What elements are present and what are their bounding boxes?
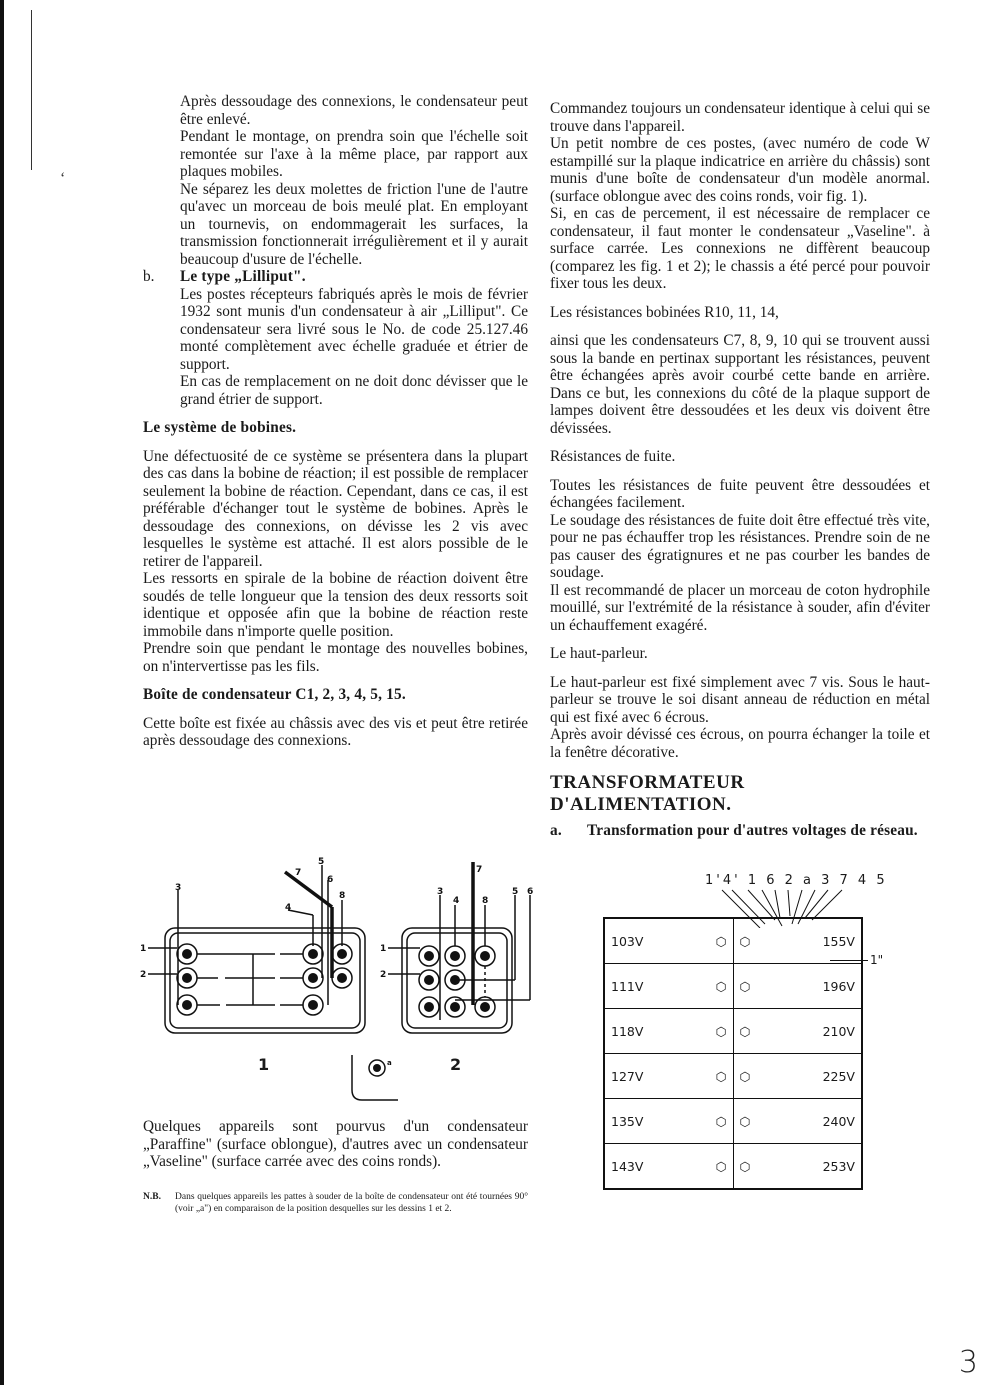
figure-caption: 1 xyxy=(258,1055,270,1074)
voltage-label: 240V xyxy=(822,1113,855,1129)
svg-text:8: 8 xyxy=(339,891,346,901)
terminal-plate-icon: ⬡ xyxy=(739,1023,751,1039)
item-a xyxy=(550,822,930,840)
paragraph: Après dessoudage des connexions, le condensateur peut être enlevé. xyxy=(180,93,528,128)
paragraph: Commandez toujours un condensateur identique à celui qui se trouve dans l'appareil. xyxy=(550,100,930,135)
svg-text:6: 6 xyxy=(527,887,534,897)
voltage-label: 143V xyxy=(611,1158,644,1174)
terminal-plate-icon: ⬡ xyxy=(715,933,727,949)
main-heading: TRANSFORMATEUR D'ALIMENTATION. xyxy=(550,772,745,815)
section-heading: Boîte de condensateur C1, 2, 3, 4, 5, 15. xyxy=(143,686,406,703)
terminal-plate-icon: ⬡ xyxy=(715,1023,727,1039)
nb-text: Dans quelques appareils les pattes à souder de la boîte de condensateur ont été tournées 90° (voir „a") en comparaison de la position desquelles sur les dessins 1 et 2. xyxy=(175,1191,528,1214)
paragraph: Cette boîte est fixée au châssis avec des vis et peut être retirée après dessoudage des connexions. xyxy=(143,714,528,749)
svg-text:4: 4 xyxy=(453,896,460,906)
voltage-row xyxy=(604,918,862,964)
svg-text:7: 7 xyxy=(476,865,483,875)
page-number: 3 xyxy=(958,1345,978,1380)
paragraph: Une défectuosité de ce système se présentera dans la plupart des cas dans la bobine de réaction; il est possible de remplacer seulement la bobine de réaction. Cependant, dans ce cas, il est préférable d'échanger tout le système de bobines. Après le dessoudage des connexions, on dévisse les 2 vis avec lesquelles le système est attaché. Il est alors possible de le retirer de l'appareil. xyxy=(143,447,528,570)
item-title: Transformation pour d'autres voltages de réseau. xyxy=(587,822,918,839)
terminal-plate-icon: ⬡ xyxy=(739,1113,751,1129)
voltage-row xyxy=(604,964,862,1009)
voltage-row xyxy=(604,1054,862,1099)
terminal-plate-icon: ⬡ xyxy=(739,1068,751,1084)
paragraph: Toutes les résistances de fuite peuvent être dessoudées et échangées facilement. xyxy=(550,476,930,511)
item-title: Le type „Lilliput". xyxy=(180,268,306,285)
paragraph: Un petit nombre de ces postes, (avec numéro de code W estampillé sur la plaque indicatrice en arrière du châssis) sont munis d'une boîte de condensateur d'un modèle anormal. (surface oblongue avec des coins ronds, voir fig. 1). xyxy=(550,135,930,205)
left-column xyxy=(143,93,528,750)
svg-text:5: 5 xyxy=(318,857,325,867)
svg-text:5: 5 xyxy=(512,887,519,897)
section-heading: Les résistances bobinées R10, 11, 14, xyxy=(550,303,779,321)
paragraph: Ne séparez les deux molettes de friction l'une de l'autre qu'avec un morceau de bois meulé plat. En employant un tournevis, on endommagerait les surfaces, la transmission fonctionnerait irrégulièrement et il y aurait beaucoup d'usure de l'échelle. xyxy=(180,180,528,268)
voltage-row xyxy=(604,1009,862,1054)
side-leader-line xyxy=(830,960,868,961)
voltage-label: 196V xyxy=(822,978,855,994)
terminal-plate-icon: ⬡ xyxy=(739,933,751,949)
svg-text:3: 3 xyxy=(437,887,444,897)
item-b xyxy=(143,268,528,408)
svg-text:3: 3 xyxy=(175,883,182,893)
terminal-plate-icon: ⬡ xyxy=(739,1158,751,1174)
nb-label: N.B. xyxy=(143,1191,161,1202)
scan-mark: ʻ xyxy=(60,170,66,187)
figure-caption: 2 xyxy=(450,1055,462,1074)
paragraph: Le soudage des résistances de fuite doit être effectué très vite, pour ne pas échauffer trop les résistances. Prendre soin de ne pas causer des égratignures et ne pas courber les bandes de soudage. xyxy=(550,511,930,581)
svg-text:a: a xyxy=(387,1059,392,1067)
terminal-plate-icon: ⬡ xyxy=(715,1113,727,1129)
left-column-bottom xyxy=(143,1118,528,1215)
voltage-label: 135V xyxy=(611,1113,644,1129)
voltage-table xyxy=(603,917,863,1190)
nb-note xyxy=(143,1191,528,1215)
paragraph: Le haut-parleur est fixé simplement avec 7 vis. Sous le haut-parleur se trouve le soi disant anneau de réduction en métal qui est fixé avec 6 écrous. xyxy=(550,673,930,726)
voltage-label: 210V xyxy=(822,1023,855,1039)
svg-text:2: 2 xyxy=(140,970,147,980)
item-label: a. xyxy=(550,822,562,839)
item-label: b. xyxy=(143,268,155,285)
voltage-label: 155V xyxy=(822,933,855,949)
terminal-plate-icon: ⬡ xyxy=(715,1158,727,1174)
svg-text:4: 4 xyxy=(285,903,292,913)
terminal-plate-icon: ⬡ xyxy=(715,978,727,994)
paragraph: Prendre soin que pendant le montage des nouvelles bobines, on n'intervertisse pas les fils. xyxy=(143,640,528,675)
voltage-label: 225V xyxy=(822,1068,855,1084)
voltage-row xyxy=(604,1099,862,1144)
margin-rule xyxy=(31,10,32,170)
paragraph: En cas de remplacement on ne doit donc dévisser que le grand étrier de support. xyxy=(180,373,528,408)
paragraph: Il est recommandé de placer un morceau de coton hydrophile mouillé, sur l'extrémité de la résistance à souder, afin d'éviter un échauffement exagéré. xyxy=(550,581,930,634)
svg-text:6: 6 xyxy=(327,875,334,885)
condenser-box-diagram xyxy=(140,850,540,1110)
paragraph: Pendant le montage, on prendra soin que l'échelle soit remontée sur l'axe à la même place, par rapport aux plaques mobiles. xyxy=(180,128,528,180)
paragraph: ainsi que les condensateurs C7, 8, 9, 10 qui se trouvent aussi sous la bande en pertinax supportant les résistances, peuvent être échangées après avoir courbé cette bande en arrière. Dans ce but, les connexions du côté de la plaque support de lampes doivent être dessoudées et les deux vis doivent être dévissées. xyxy=(550,332,930,437)
svg-text:1: 1 xyxy=(140,944,147,954)
voltage-label: 103V xyxy=(611,933,644,949)
paragraph: Si, en cas de percement, il est nécessaire de remplacer ce condensateur, il faut monter le condensateur „Vaseline". à surface carrée. Les connexions ne diffèrent beaucoup (comparez les fig. 1 et 2); le chassis a été percé pour pouvoir fixer tous les deux. xyxy=(550,205,930,292)
voltage-label: 118V xyxy=(611,1023,644,1039)
voltage-row xyxy=(604,1144,862,1190)
paragraph: Les postes récepteurs fabriqués après le mois de février 1932 sont munis d'un condensateur à air „Lilliput". Ce condensateur sera livré sous le No. de code 25.127.46 monté complètement avec échelle graduée et étrier de support. xyxy=(180,285,528,373)
voltage-label: 111V xyxy=(611,978,644,994)
side-label: 1" xyxy=(870,953,884,967)
pin-labels: 1'4' 1 6 2 a 3 7 4 5 xyxy=(705,873,888,888)
terminal-plate-icon: ⬡ xyxy=(715,1068,727,1084)
paragraph: Quelques appareils sont pourvus d'un condensateur „Paraffine" (surface oblongue), d'autres avec un condensateur „Vaseline" (surface carrée avec des coins ronds). xyxy=(143,1118,528,1170)
svg-text:2: 2 xyxy=(380,970,387,980)
svg-text:1: 1 xyxy=(380,944,387,954)
section-heading: Le haut-parleur. xyxy=(550,645,648,662)
svg-text:8: 8 xyxy=(482,896,489,906)
section-heading: Le système de bobines. xyxy=(143,419,297,436)
voltage-label: 127V xyxy=(611,1068,644,1084)
section-heading: Résistances de fuite. xyxy=(550,448,676,465)
scan-edge xyxy=(0,0,4,1385)
voltage-label: 253V xyxy=(822,1158,855,1174)
paragraph: Les ressorts en spirale de la bobine de réaction doivent être soudés de telle longueur que la tension des deux ressorts soit identique et opposée afin que la bobine de réaction reste immobile dans n'importe quelle position. xyxy=(143,570,528,640)
paragraph: Après avoir dévissé ces écrous, on pourra échanger la toile et la fenêtre décorative. xyxy=(550,726,930,761)
svg-text:7: 7 xyxy=(295,868,302,878)
right-column xyxy=(550,100,930,840)
terminal-plate-icon: ⬡ xyxy=(739,978,751,994)
